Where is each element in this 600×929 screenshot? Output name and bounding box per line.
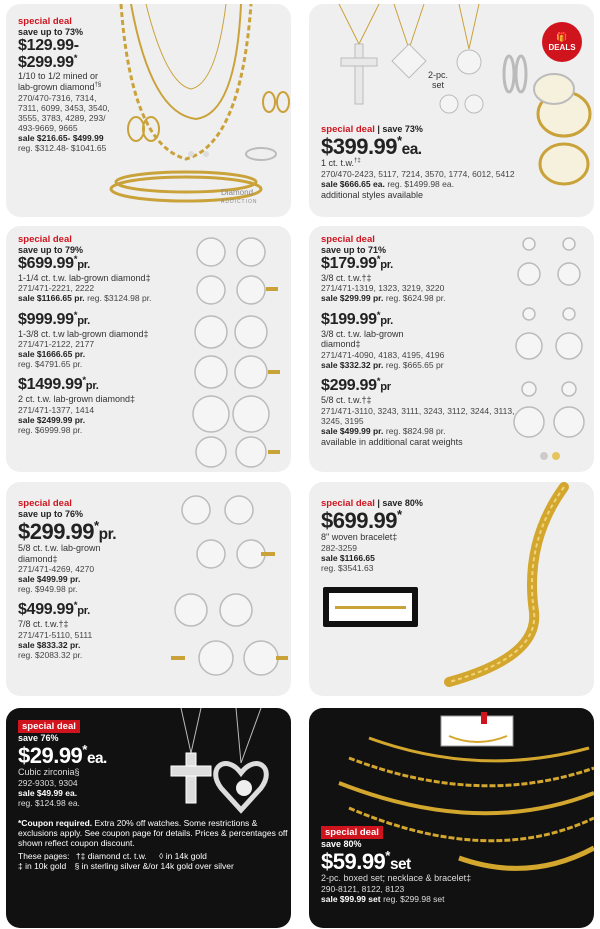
offer-1: [18, 253, 193, 304]
price: $179.99*pr.: [321, 253, 393, 272]
price: $199.99*pr.: [321, 309, 393, 328]
sale-price: sale $833.32 pr.: [18, 639, 81, 650]
description: 1/10 to 1/2 mined or lab-grown diamond†§: [18, 71, 102, 93]
description: 3/8 ct. t.w.†‡: [321, 272, 372, 283]
price: $399.99*ea.: [321, 133, 422, 160]
sku-list: 271/471-4090, 4183, 4195, 4196: [321, 349, 445, 360]
description: 1-1/4 ct. t.w. lab-grown diamond‡: [18, 272, 151, 283]
regular-price: reg. $6999.98 pr.: [18, 424, 83, 435]
regular-price: reg. $2083.32 pr.: [18, 649, 83, 660]
price: $999.99*pr.: [18, 309, 90, 328]
regular-price: reg. $299.98 set: [383, 893, 445, 904]
stud-earrings-image: [186, 232, 286, 468]
regular-price: reg. $3124.98 pr.: [87, 293, 152, 304]
sku-list: 271/471-2221, 2222: [18, 283, 95, 294]
deal-card-solitaire-studs[interactable]: [6, 482, 291, 696]
deal-label: special deal: [18, 498, 72, 509]
description: 2 ct. t.w. lab-grown diamond‡: [18, 394, 136, 405]
description: 1 ct. t.w.†‡: [321, 158, 361, 169]
savings-text: save 76%: [18, 733, 59, 744]
deal-card-woven-bracelet[interactable]: [309, 482, 594, 696]
price: $59.99*set: [321, 847, 411, 874]
offer-2: [18, 309, 193, 370]
sale-price: sale $99.99 set: [321, 893, 381, 904]
sku-list: 271/471-2122, 2177: [18, 339, 95, 350]
regular-price: reg. $949.98 pr.: [18, 584, 78, 595]
savings-text: save up to 79%: [18, 245, 84, 256]
diamond-addiction-logo: Diamond ADDICTION: [221, 188, 258, 205]
savings-text: save 80%: [321, 839, 362, 850]
gift-icon: 🎁: [556, 32, 568, 42]
carat-weights-note: available in additional carat weights: [321, 436, 463, 447]
additional-styles-note: additional styles available: [321, 189, 424, 200]
regular-price: reg. $312.48- $1041.65: [18, 142, 107, 153]
sale-price: sale $1666.65 pr.: [18, 349, 86, 360]
sale-price: sale $2499.99 pr.: [18, 414, 86, 425]
price: $499.99*pr.: [18, 600, 90, 619]
regular-price: reg. $4791.65 pr.: [18, 359, 83, 370]
deal-card-boxed-set[interactable]: [309, 708, 594, 928]
savings-text: | save 80%: [374, 498, 423, 508]
savings-text: save up to 76%: [18, 509, 84, 520]
sku-list: 270/470-7316, 7314, 7311, 6099, 3453, 3540, 3555, 3783, 4289, 293/ 493-9669, 9665: [18, 92, 110, 133]
price: $699.99*pr.: [18, 253, 90, 272]
regular-price: reg. $624.98 pr.: [385, 293, 446, 304]
sale-price: sale $1166.65 pr.: [18, 293, 85, 304]
regular-price: reg. $665.65 pr: [385, 359, 444, 370]
sku-list: 271/471-1319, 1323, 3219, 3220: [321, 283, 445, 294]
sale-price: sale $299.99 pr.: [321, 293, 384, 304]
offer-3: [18, 377, 193, 434]
savings-text: save up to 71%: [321, 245, 387, 256]
coupon-note: *Coupon required. Extra 20% off watches. Some restrictions & exclusions apply. See coupon page for details. Prices & percentages off shown reflect coupon discount.: [18, 817, 288, 849]
description: 3/8 ct. t.w. lab-grown diamond‡: [321, 328, 404, 350]
price: $299.99*pr.: [18, 517, 116, 544]
set-label: 2-pc. set: [427, 70, 448, 90]
deal-label: special deal: [18, 720, 80, 733]
sale-price: sale $216.65- $499.99: [18, 132, 104, 143]
solitaire-earrings-image: [161, 488, 289, 693]
description: 2-pc. boxed set; necklace & bracelet‡: [321, 872, 472, 883]
regular-price: reg. $124.98 ea.: [18, 797, 80, 808]
price: $299.99*pr: [321, 376, 391, 395]
sku-list: 271/471-5110, 5111: [18, 629, 93, 640]
price: $1499.99*pr.: [18, 375, 99, 394]
deal-label: special deal: [321, 826, 383, 839]
gold-necklaces-image: [91, 4, 291, 217]
sale-price: sale $332.32 pr.: [321, 359, 384, 370]
regular-price: reg. $824.98 pr.: [385, 425, 446, 436]
sku-list: 270/470-2423, 5117, 7214, 3570, 1774, 6012, 5412: [321, 168, 515, 179]
regular-price: reg. $3541.63: [321, 562, 374, 573]
regular-price: reg. $1499.98 ea.: [387, 179, 454, 189]
description: 5/8 ct. t.w.†‡: [321, 395, 372, 406]
offer-1: [321, 253, 516, 304]
deal-label: special deal: [321, 498, 375, 509]
deal-card-halo-studs[interactable]: [309, 226, 594, 472]
deal-card-lab-grown-studs[interactable]: [6, 226, 291, 472]
price: $129.99- $299.99*: [18, 36, 79, 71]
price: $699.99*: [321, 507, 402, 534]
sku-list: 282-3259: [321, 542, 357, 553]
offer-3: [321, 378, 516, 436]
deals-badge: 🎁 DEALS: [542, 22, 582, 62]
description: Cubic zirconia§: [18, 766, 80, 777]
sale-price: sale $1166.65: [321, 552, 375, 563]
sku-list: 290-8121, 8122, 8123: [321, 883, 405, 894]
sku-list: 271/471-4269, 4270: [18, 564, 95, 575]
price: $29.99*ea.: [18, 741, 107, 768]
savings-text: | save 73%: [374, 124, 423, 134]
deal-label: special deal: [18, 16, 72, 27]
halo-earrings-image: [509, 234, 594, 464]
sku-list: 271/471-1377, 1414: [18, 404, 95, 415]
sku-list: 292-9303, 9304: [18, 777, 78, 788]
description: 1-3/8 ct. t.w lab-grown diamond‡: [18, 328, 149, 339]
deal-label: special deal: [18, 234, 72, 245]
sale-price: sale $666.65 ea.: [321, 179, 385, 189]
sku-list: 271/471-3110, 3243, 3111, 3243, 3112, 3244, 3113, 3245, 3195: [321, 405, 515, 426]
symbol-legend: These pages: †‡ diamond ct. t.w. ◊ in 14k gold ‡ in 10k gold § in sterling silver &/or 14k gold over silver: [18, 851, 234, 872]
description: 5/8 ct. t.w. lab-grown diamond‡: [18, 542, 101, 564]
description: 8" woven bracelet‡: [321, 532, 398, 543]
deal-card-cz-pendants[interactable]: [6, 708, 291, 928]
sale-price: sale $499.99 pr.: [18, 574, 81, 585]
deal-label: special deal: [321, 124, 375, 135]
description: 7/8 ct. t.w.†‡: [18, 619, 69, 630]
offer-1: [18, 517, 168, 595]
sale-price: sale $49.99 ea.: [18, 787, 78, 798]
savings-text: save up to 73%: [18, 27, 84, 38]
deal-label: special deal: [321, 234, 375, 245]
offer-2: [18, 602, 168, 659]
offer-2: [321, 309, 516, 371]
sale-price: sale $499.99 pr.: [321, 425, 384, 436]
deal-card-diamond-jewelry[interactable]: [309, 4, 594, 217]
deal-card-gold-necklaces[interactable]: [6, 4, 291, 217]
